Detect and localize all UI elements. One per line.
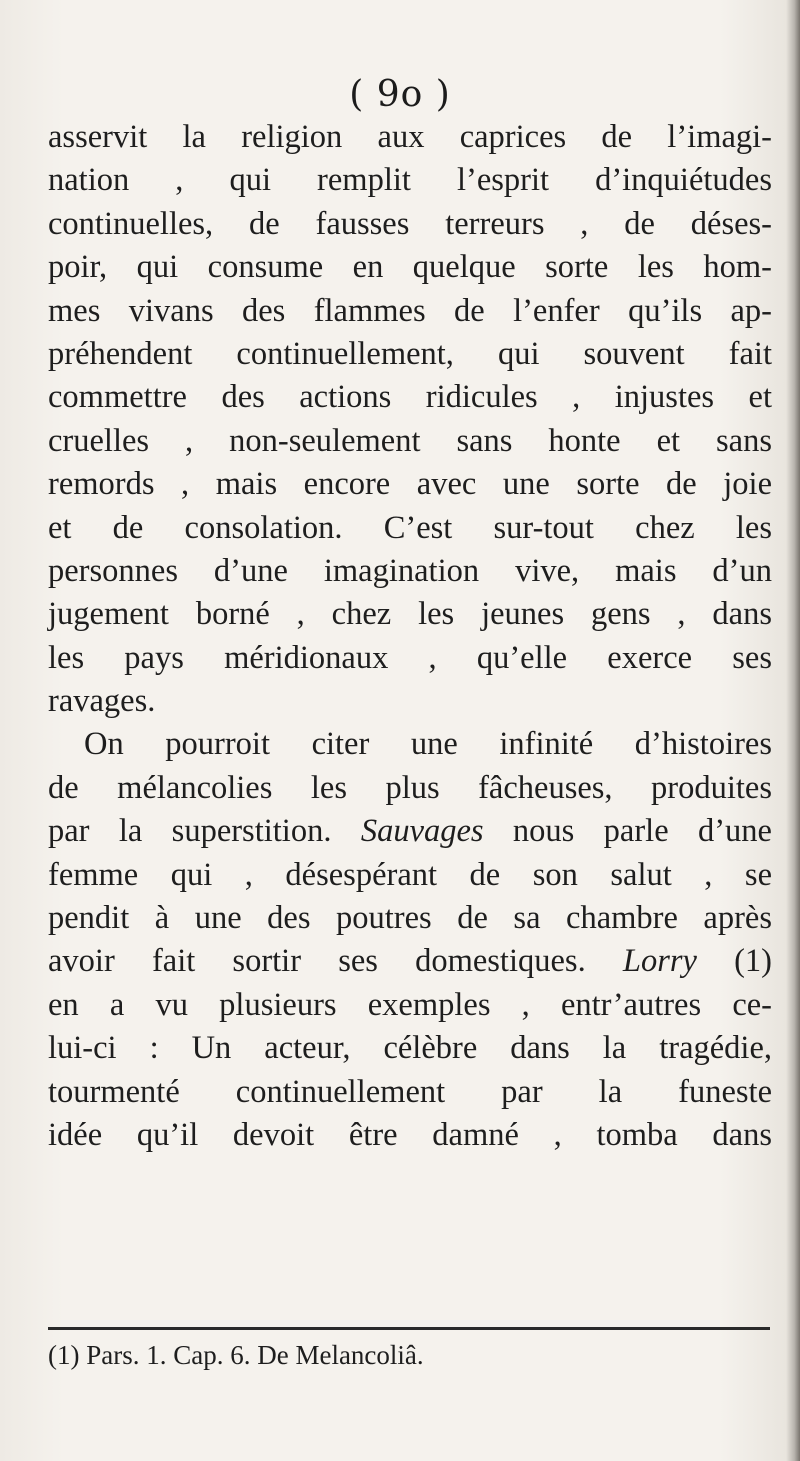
footnote-divider [48,1327,770,1330]
text-line: de mélancolies les plus fâcheuses, produites [48,769,772,806]
text-line: poir, qui consume en quelque sorte les hom- [48,249,772,286]
text-line: en a vu plusieurs exemples , entr’autres ce- [48,986,772,1023]
page-number: ( 9o ) [349,74,451,115]
text-line: mes vivans des flammes de l’enfer qu’ils ap- [48,292,772,329]
italic-name: Sauvages [360,813,484,850]
text-line: femme qui , désespérant de son salut , se [48,856,772,893]
text-line: asservit la religion aux caprices de l’imagi- [48,119,772,155]
text-line: les pays méridionaux , qu’elle exerce ses [48,639,772,676]
text-line: idée qu’il devoit être damné , tomba dans [48,1116,772,1153]
text-fragment: avoir fait sortir ses domestiques. [48,943,623,980]
footnote: (1) Pars. 1. Cap. 6. De Melancoliâ. [48,1340,424,1370]
text-fragment: nous parle d’une [483,813,772,850]
text-line: personnes d’une imagination vive, mais d’un [48,552,772,589]
text-line: nation , qui remplit l’esprit d’inquiétudes [48,162,772,199]
text-line: remords , mais encore avec une sorte de joie [48,466,772,503]
text-line: lui-ci : Un acteur, célèbre dans la tragédie, [48,1030,772,1067]
text-line [48,940,772,983]
body-text [48,116,772,1157]
text-line: commettre des actions ridicules , injustes et [48,379,772,416]
text-line: jugement borné , chez les jeunes gens , dans [48,596,772,633]
text-fragment: par la superstition. [48,813,361,850]
page-edge-shadow [786,0,800,1461]
text-line [48,810,772,853]
text-line: et de consolation. C’est sur-tout chez les [48,509,772,546]
text-line: cruelles , non-seulement sans honte et sans [48,422,772,459]
text-line: tourmenté continuellement par la funeste [48,1073,772,1110]
text-line: pendit à une des poutres de sa chambre après [48,900,772,937]
text-line: continuelles, de fausses terreurs , de déses- [48,205,772,242]
text-line: On pourroit citer une infinité d’histoires [84,726,772,763]
italic-name: Lorry [622,943,697,980]
footnote-ref: (1) [696,943,772,980]
text-line: ravages. [48,683,156,720]
text-line: préhendent continuellement, qui souvent fait [48,335,772,372]
